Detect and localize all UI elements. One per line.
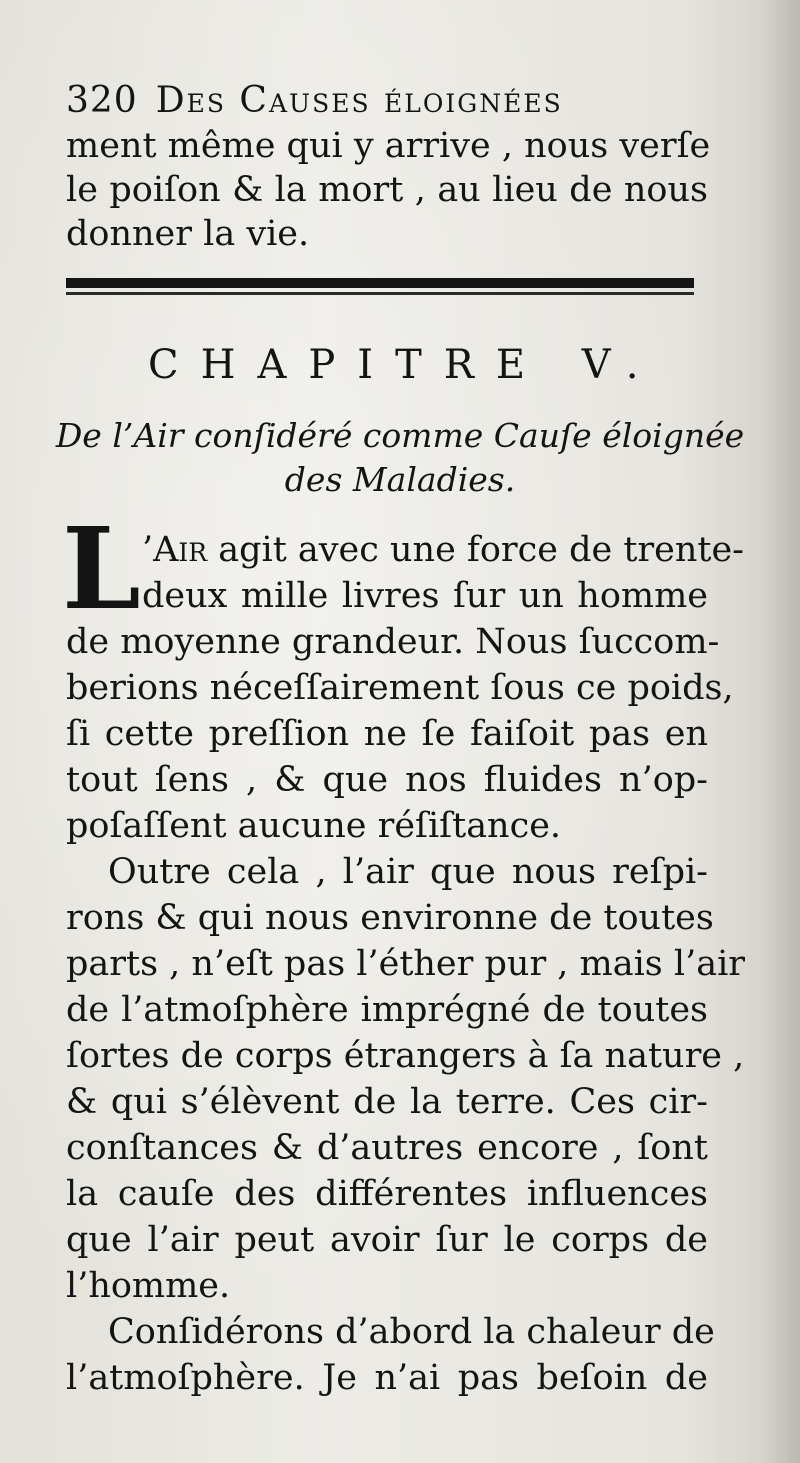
text-line: deux mille livres ſur un homme <box>142 576 708 616</box>
text-line: poſaſſent aucune réſiſtance. <box>66 806 562 846</box>
first-word: ’Air <box>142 530 208 570</box>
text-line: Conſidérons d’abord la chaleur de <box>108 1312 715 1352</box>
chapter-subtitle-line-1: De l’Air conſidéré comme Cauſe éloignée <box>55 416 745 455</box>
text-line: Outre cela , l’air que nous reſpi- <box>108 852 708 892</box>
text-line: ſi cette preſſion ne ſe faiſoit pas en <box>66 714 708 754</box>
text-line: rons & qui nous environne de toutes <box>66 898 714 938</box>
chapter-heading: CHAPITRE V. <box>148 342 661 388</box>
text-line: la cauſe des différentes influences <box>66 1174 708 1214</box>
text-line: conſtances & d’autres encore , ſont <box>66 1128 708 1168</box>
text-line: que l’air peut avoir ſur le corps de <box>66 1220 708 1260</box>
text-line <box>142 530 745 570</box>
chapter-rule-thin <box>66 292 694 295</box>
text-line: donner la vie. <box>66 214 310 254</box>
text-line: ſortes de corps étrangers à ſa nature , <box>66 1036 745 1076</box>
running-title: Des Causes éloignées <box>155 80 563 121</box>
text-line: de l’atmoſphère imprégné de toutes <box>66 990 708 1030</box>
text-line: berions néceſſairement ſous ce poids, <box>66 668 734 708</box>
drop-cap: L <box>62 504 141 635</box>
chapter-rule <box>66 278 694 288</box>
first-line-rest: agit avec une force de trente- <box>218 530 745 570</box>
chapter-subtitle-line-2: des Maladies. <box>284 460 516 499</box>
text-line: & qui s’élèvent de la terre. Ces cir- <box>66 1082 708 1122</box>
text-line: le poiſon & la mort , au lieu de nous <box>66 170 708 210</box>
page-edge-shadow <box>762 0 800 1463</box>
text-line: l’atmoſphère. Je n’ai pas beſoin de <box>66 1358 708 1398</box>
text-line: ment même qui y arrive , nous verſe <box>66 126 711 166</box>
text-line: parts , n’eſt pas l’éther pur , mais l’air <box>66 944 745 984</box>
page-number: 320 <box>66 80 138 121</box>
text-line: de moyenne grandeur. Nous ſuccom- <box>66 622 720 662</box>
text-line: l’homme. <box>66 1266 231 1306</box>
running-head <box>66 80 706 121</box>
text-line: tout ſens , & que nos fluides n’op- <box>66 760 708 800</box>
